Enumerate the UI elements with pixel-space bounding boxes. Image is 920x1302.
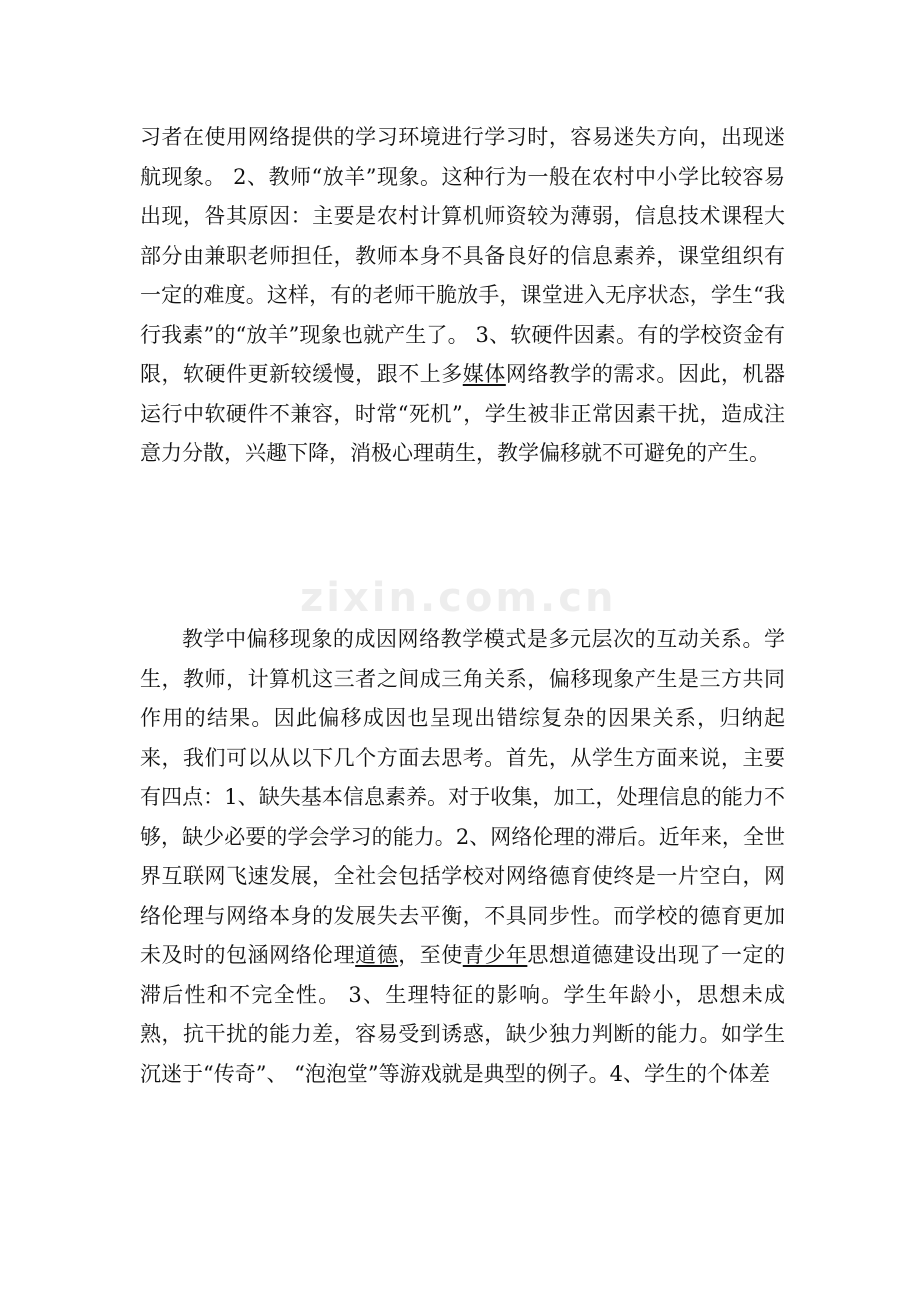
paragraph-2-text-b: ，至使 bbox=[398, 943, 463, 967]
paragraph-1-text-a: 习者在使用网络提供的学习环境进行学习时，容易迷失方向，出现迷航现象。 2、教师“放羊”现象。这种行为一般在农村中小学比较容易出现，咎其原因：主要是农村计算机师资较为薄弱，信息技术课程大部分由兼职老师担任，教师本身不具备良好的信息素养，课堂组织有一定的难度。这样，有的老师干脆放手，课堂进入无序状态，学生“我行我素”的“放羊”现象也就产生了。 3、软硬件因素。有的学校资金有限，软硬件更新较缓慢，跟不上多 bbox=[140, 125, 785, 386]
paragraph-2-text-c: 思想道德建设出现了一定的滞后性和不完全性。 3、生理特征的影响。学生年龄小，思想未成熟，抗干扰的能力差，容易受到诱惑，缺少独力判断的能力。如学生沉迷于“传奇”、 “泡泡堂”等游戏就是典型的例子。4、学生的个体差 bbox=[140, 943, 786, 1086]
paragraph-2-text-a: 教学中偏移现象的成因网络教学模式是多元层次的互动关系。学生，教师，计算机这三者之间成三角关系，偏移现象产生是三方共同作用的结果。因此偏移成因也呈现出错综复杂的因果关系，归纳起来，我们可以从以下几个方面去思考。首先，从学生方面来说，主要有四点：1、缺失基本信息素养。对于收集，加工，处理信息的能力不够，缺少必要的学会学习的能力。2、网络伦理的滞后。近年来，全世界互联网飞速发展，全社会包括学校对网络德育使终是一片空白，网络伦理与网络本身的发展失去平衡，不具同步性。而学校的德育更加未及时的包涵网络伦理 bbox=[140, 627, 785, 967]
paragraph-2 bbox=[140, 620, 785, 1094]
link-youth[interactable]: 青少年 bbox=[462, 943, 528, 967]
watermark: zixin.com.cn bbox=[300, 575, 617, 621]
link-media[interactable]: 媒体 bbox=[462, 362, 506, 386]
paragraph-1-text-b: 网络教学的需求。因此，机器运行中软硬件不兼容，时常“死机”，学生被非正常因素干扰，造成注意力分散，兴趣下降，消极心理萌生，教学偏移就不可避免的产生。 bbox=[140, 362, 786, 465]
paragraph-1 bbox=[140, 118, 785, 474]
link-morality[interactable]: 道德 bbox=[355, 943, 399, 967]
